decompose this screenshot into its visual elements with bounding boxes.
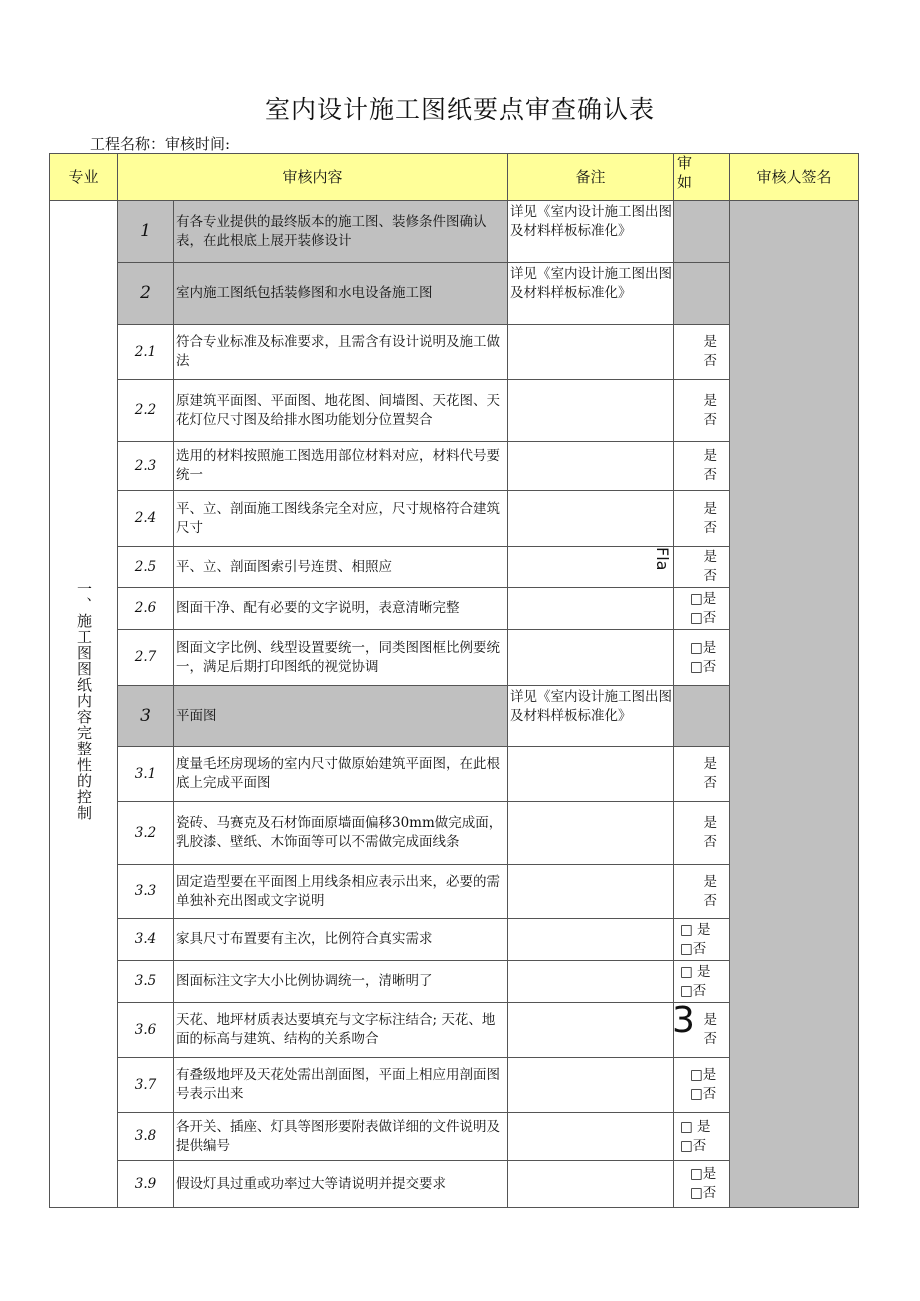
- result-cell[interactable]: [674, 630, 730, 686]
- review-content: 固定造型要在平面图上用线条相应表示出来，必要的需单独补充出图或文字说明: [174, 865, 508, 919]
- category-cell: [50, 201, 118, 1208]
- item-number: 3.8: [118, 1113, 174, 1161]
- review-content: 选用的材料按照施工图选用部位材料对应，材料代号要统一: [174, 442, 508, 491]
- yes-no-options[interactable]: □是 □否: [690, 590, 717, 626]
- remark-cell: [508, 442, 674, 491]
- result-cell[interactable]: [674, 380, 730, 442]
- result-cell[interactable]: [674, 325, 730, 380]
- result-cell[interactable]: [674, 263, 730, 325]
- yes-no-options[interactable]: □ 是 □否: [680, 921, 711, 957]
- result-cell[interactable]: [674, 865, 730, 919]
- stray-mark-three: 3: [672, 1000, 695, 1041]
- result-cell[interactable]: [674, 491, 730, 547]
- header-content: 审核内容: [118, 154, 508, 201]
- result-cell[interactable]: [674, 802, 730, 865]
- review-content: 图面干净、配有必要的文字说明，表意清晰完整: [174, 588, 508, 630]
- item-number: 3.6: [118, 1003, 174, 1058]
- remark-cell: [508, 491, 674, 547]
- yes-no-options[interactable]: □是 □否: [690, 1166, 717, 1201]
- item-number: 2.2: [118, 380, 174, 442]
- yes-no-options[interactable]: 是 否: [703, 873, 718, 909]
- category-label: 一、施工图图纸内容完整性的控制: [75, 581, 93, 821]
- result-cell[interactable]: [674, 201, 730, 263]
- signature-cell[interactable]: [730, 201, 859, 1208]
- remark-cell: [508, 325, 674, 380]
- review-content: 符合专业标准及标准要求，且需含有设计说明及施工做法: [174, 325, 508, 380]
- yes-no-options[interactable]: 是 否: [703, 448, 718, 483]
- yes-no-options[interactable]: □ 是 □否: [680, 1118, 711, 1154]
- remark-cell: [508, 588, 674, 630]
- item-number: 2.4: [118, 491, 174, 547]
- review-content: 家具尺寸布置要有主次，比例符合真实需求: [174, 919, 508, 961]
- table-header-row: [50, 154, 859, 201]
- item-number: 2.5: [118, 547, 174, 588]
- review-content: 度量毛坯房现场的室内尺寸做原始建筑平面图，在此根底上完成平面图: [174, 747, 508, 802]
- header-result: [674, 154, 730, 201]
- result-cell[interactable]: [674, 588, 730, 630]
- item-number: 3.1: [118, 747, 174, 802]
- item-number: 3.2: [118, 802, 174, 865]
- result-cell[interactable]: [674, 547, 730, 588]
- header-signer: 审核人签名: [730, 154, 859, 201]
- item-number: 2.6: [118, 588, 174, 630]
- remark-cell: 详见《室内设计施工图出图及材料样板标准化》: [508, 263, 674, 325]
- result-cell[interactable]: [674, 1161, 730, 1208]
- remark-cell: [508, 380, 674, 442]
- yes-no-options[interactable]: 是 否: [703, 549, 718, 584]
- remark-cell: [508, 919, 674, 961]
- result-cell[interactable]: [674, 686, 730, 747]
- review-content: 原建筑平面图、平面图、地花图、间墙图、天花图、天花灯位尺寸图及给排水图功能划分位置契合: [174, 380, 508, 442]
- yes-no-options[interactable]: 是 否: [703, 334, 718, 369]
- review-content: 平面图: [174, 686, 508, 747]
- review-content: 假设灯具过重或功率过大等请说明并提交要求: [174, 1161, 508, 1208]
- yes-no-options[interactable]: □ 是 □否: [680, 963, 711, 999]
- review-content: 天花、地坪材质表达要填充与文字标注结合; 天花、地面的标高与建筑、结构的关系吻合: [174, 1003, 508, 1058]
- item-number: 2: [118, 263, 174, 325]
- item-number: 2.1: [118, 325, 174, 380]
- yes-no-options[interactable]: □是 □否: [690, 1067, 717, 1102]
- remark-cell: [508, 802, 674, 865]
- result-cell[interactable]: [674, 1058, 730, 1113]
- item-number: 2.3: [118, 442, 174, 491]
- result-cell[interactable]: [674, 442, 730, 491]
- yes-no-options[interactable]: 是 否: [703, 500, 718, 536]
- remark-cell: [508, 547, 674, 588]
- item-number: 3.3: [118, 865, 174, 919]
- stray-mark-fla: Fla: [653, 547, 672, 571]
- project-info-line: 工程名称：审核时间:: [90, 135, 231, 153]
- item-number: 3: [118, 686, 174, 747]
- remark-cell: 详见《室内设计施工图出图及材料样板标准化》: [508, 201, 674, 263]
- review-content: 图面标注文字大小比例协调统一，清晰明了: [174, 961, 508, 1003]
- item-number: 1: [118, 201, 174, 263]
- remark-cell: [508, 1003, 674, 1058]
- remark-cell: [508, 1161, 674, 1208]
- review-content: 平、立、剖面图索引号连贯、相照应: [174, 547, 508, 588]
- review-content: 有叠级地坪及天花处需出剖面图，平面上相应用剖面图号表示出来: [174, 1058, 508, 1113]
- remark-cell: [508, 865, 674, 919]
- item-number: 3.9: [118, 1161, 174, 1208]
- remark-cell: [508, 1113, 674, 1161]
- result-cell[interactable]: [674, 961, 730, 1003]
- yes-no-options[interactable]: 是 否: [703, 1012, 718, 1047]
- review-content: 各开关、插座、灯具等图形要附表做详细的文件说明及提供编号: [174, 1113, 508, 1161]
- review-table: [49, 153, 859, 1208]
- yes-no-options[interactable]: 是 否: [703, 392, 718, 428]
- review-content: 有各专业提供的最终版本的施工图、装修条件图确认表，在此根底上展开装修设计: [174, 201, 508, 263]
- item-number: 3.4: [118, 919, 174, 961]
- form-title: 室内设计施工图纸要点审查确认表: [264, 95, 655, 124]
- review-content: 室内施工图纸包括装修图和水电设备施工图: [174, 263, 508, 325]
- item-number: 3.7: [118, 1058, 174, 1113]
- header-note: 备注: [508, 154, 674, 201]
- review-content: 平、立、剖面施工图线条完全对应，尺寸规格符合建筑尺寸: [174, 491, 508, 547]
- result-cell[interactable]: [674, 747, 730, 802]
- review-content: 图面文字比例、线型设置要统一，同类图图框比例要统一，满足后期打印图纸的视觉协调: [174, 630, 508, 686]
- remark-cell: [508, 747, 674, 802]
- remark-cell: 详见《室内设计施工图出图及材料样板标准化》: [508, 686, 674, 747]
- remark-cell: [508, 630, 674, 686]
- header-category: 专业: [50, 154, 118, 201]
- item-number: 3.5: [118, 961, 174, 1003]
- remark-cell: [508, 961, 674, 1003]
- yes-no-options[interactable]: 是 否: [703, 756, 718, 791]
- result-cell[interactable]: [674, 919, 730, 961]
- review-content: 瓷砖、马赛克及石材饰面原墙面偏移30mm做完成面，乳胶漆、壁纸、木饰面等可以不需做完成面线条: [174, 802, 508, 865]
- table-row: [50, 201, 859, 263]
- header-result-text: 审 如: [677, 154, 693, 191]
- remark-cell: [508, 1058, 674, 1113]
- result-cell[interactable]: [674, 1113, 730, 1161]
- yes-no-options[interactable]: □是 □否: [690, 639, 717, 675]
- item-number: 2.7: [118, 630, 174, 686]
- yes-no-options[interactable]: 是 否: [703, 815, 718, 850]
